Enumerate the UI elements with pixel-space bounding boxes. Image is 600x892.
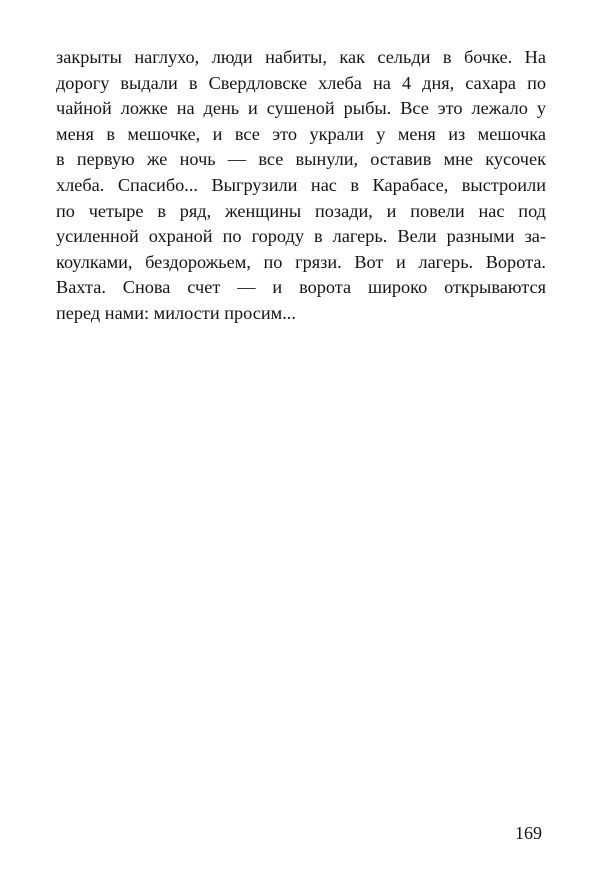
- text-line: закрыты наглухо, люди набиты, как сельди в бочке. На: [56, 47, 546, 67]
- text-line: дорогу выдали в Свердловске хлеба на 4 дня, сахара по: [56, 72, 546, 93]
- text-line: Вахта. Снова счет — и ворота широко открываются: [56, 277, 546, 298]
- text-line: по четыре в ряд, женщины позади, и повели нас под: [56, 200, 546, 221]
- page-number: 169: [515, 823, 542, 843]
- text-line: перед нами: милости просим...: [56, 302, 296, 323]
- text-line: усиленной охраной по городу в лагерь. Вели разными за-: [56, 226, 546, 247]
- text-line: меня в мешочке, и все это украли у меня из мешочка: [56, 123, 546, 144]
- text-line: хлеба. Спасибо... Выгрузили нас в Карабасе, выстроили: [56, 174, 546, 195]
- text-line: в первую же ночь — все вынули, оставив мне кусочек: [56, 149, 546, 170]
- text-line: коулками, бездорожьем, по грязи. Вот и лагерь. Ворота.: [56, 251, 546, 272]
- text-line: чайной ложке на день и сушеной рыбы. Все это лежало у: [56, 98, 546, 119]
- body-text: [56, 45, 546, 327]
